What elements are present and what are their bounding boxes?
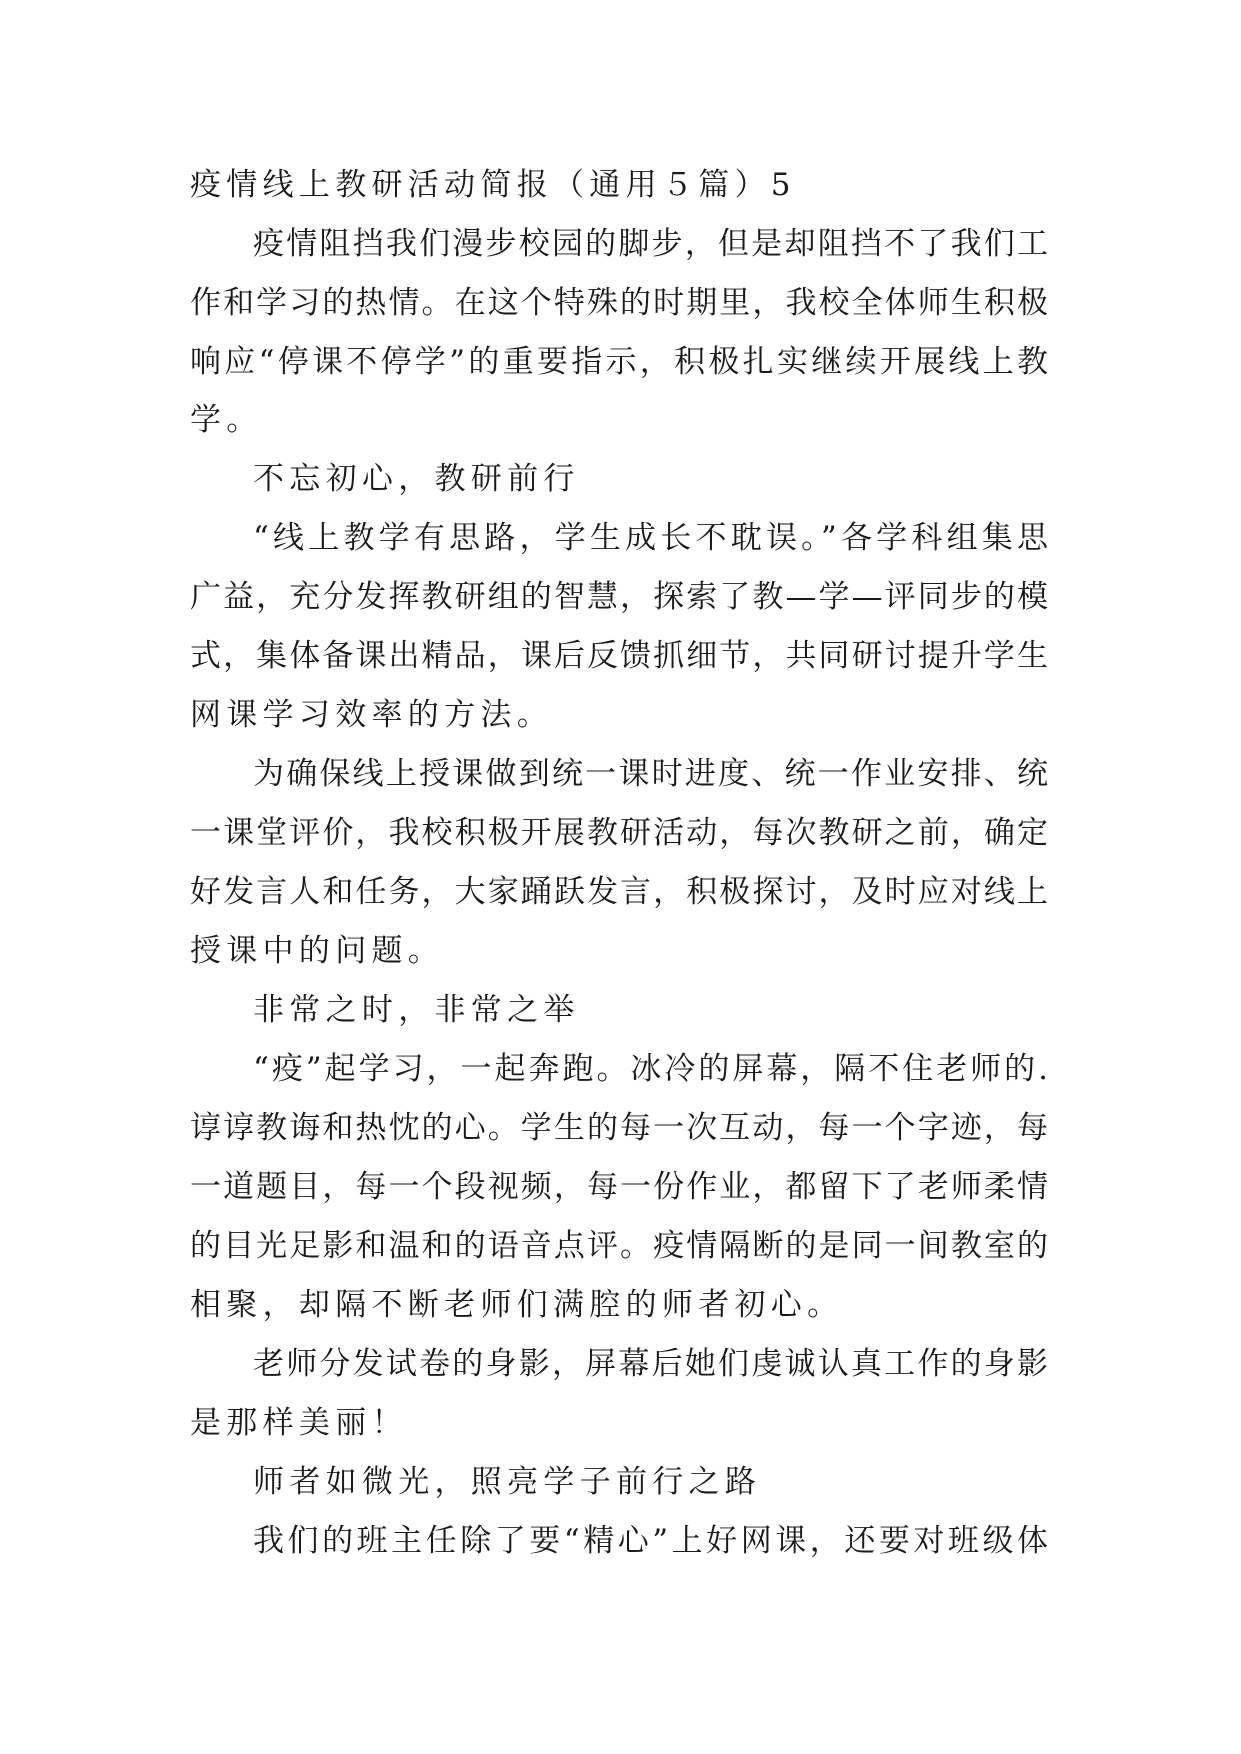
paragraph-line: 我们的班主任除了要“精心”上好网课，还要对班级体	[253, 1523, 1048, 1559]
paragraph-line: “线上教学有思路，学生成长不耽误。”各学科组集思	[253, 520, 1048, 556]
paragraph-line: 谆谆教诲和热忱的心。学生的每一次互动，每一个字迹，每	[190, 1110, 1048, 1146]
paragraph-line: 疫情阻挡我们漫步校园的脚步，但是却阻挡不了我们工	[253, 226, 1048, 262]
paragraph-line: 相聚，却隔不断老师们满腔的师者初心。	[190, 1287, 844, 1323]
paragraph-line: 学。	[190, 402, 263, 438]
paragraph-line: 响应“停课不停学”的重要指示，积极扎实继续开展线上教	[190, 344, 1048, 380]
paragraph-line: 广益，充分发挥教研组的智慧，探索了教—学—评同步的模	[190, 579, 1048, 615]
paragraph-line: “疫”起学习，一起奔跑。冰冷的屏幕，隔不住老师的.	[253, 1051, 1048, 1087]
section-heading: 师者如微光，照亮学子前行之路	[253, 1464, 762, 1500]
paragraph-line: 式，集体备课出精品，课后反馈抓细节，共同研讨提升学生	[190, 638, 1048, 674]
paragraph-line: 授课中的问题。	[190, 933, 445, 969]
paragraph-line: 作和学习的热情。在这个特殊的时期里，我校全体师生积极	[190, 285, 1048, 321]
paragraph-line: 是那样美丽！	[190, 1405, 408, 1441]
paragraph-line: 网课学习效率的方法。	[190, 697, 553, 733]
paragraph-line: 一道题目，每一个段视频，每一份作业，都留下了老师柔情	[190, 1169, 1048, 1205]
paragraph-line: 好发言人和任务，大家踊跃发言，积极探讨，及时应对线上	[190, 874, 1048, 910]
paragraph-line: 老师分发试卷的身影，屏幕后她们虔诚认真工作的身影	[253, 1346, 1048, 1382]
paragraph-line: 的目光足影和温和的语音点评。疫情隔断的是同一间教室的	[190, 1228, 1048, 1264]
paragraph-line: 为确保线上授课做到统一课时进度、统一作业安排、统	[253, 756, 1048, 792]
document-title: 疫情线上教研活动简报（通用５篇）5	[190, 167, 796, 203]
section-heading: 非常之时，非常之举	[253, 992, 580, 1028]
paragraph-line: 一课堂评价，我校积极开展教研活动，每次教研之前，确定	[190, 815, 1048, 851]
section-heading: 不忘初心，教研前行	[253, 461, 580, 497]
